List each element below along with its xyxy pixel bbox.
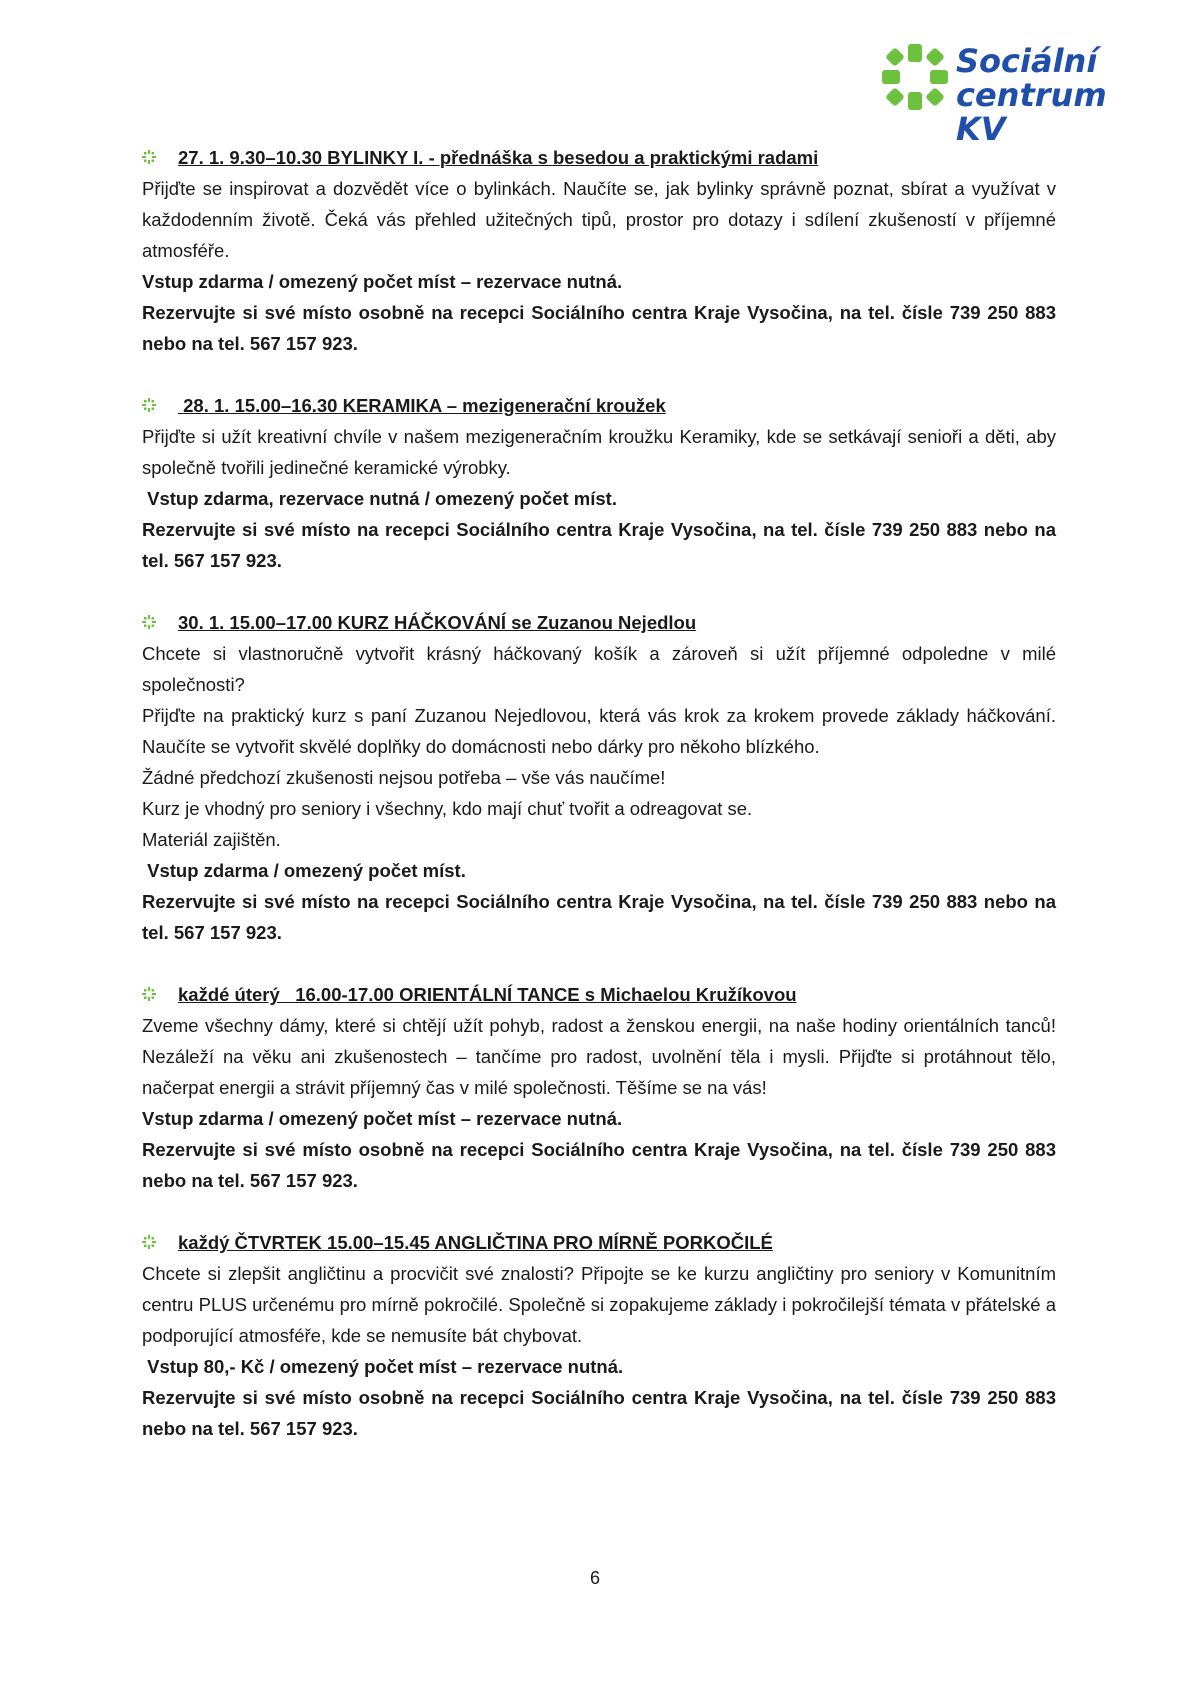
events-list xyxy=(142,142,1062,1475)
logo-text xyxy=(956,44,1160,146)
event-title xyxy=(178,142,1056,173)
event-description: Chcete si zlepšit angličtinu a procvičit své znalosti? Připojte se ke kurzu angličtiny pro seniory v Komunitním centru PLUS určenému pro mírně pokročilé. Společně si zopakujeme základy i pokročilejší témata v přátelské a podporující atmosféře, kde se nemusíte bát chybovat. xyxy=(142,1263,1062,1346)
bullet-icon xyxy=(142,1235,156,1249)
event-entry-info: Vstup zdarma, rezervace nutná / omezený počet míst. xyxy=(142,488,617,509)
event-title-text: každé úterý 16.00-17.00 ORIENTÁLNÍ TANCE s Michaelou Kružíkovou xyxy=(178,984,797,1005)
event-reservation-info: Rezervujte si své místo osobně na recepci Sociálního centra Kraje Vysočina, na tel. čísle 739 250 883 nebo na tel. 567 157 923. xyxy=(142,302,1062,354)
event-title xyxy=(178,1227,1056,1258)
bullet-icon xyxy=(142,150,156,164)
event-section xyxy=(142,607,1062,948)
event-title-text: 28. 1. 15.00–16.30 KERAMIKA – mezigenerační kroužek xyxy=(178,395,666,416)
event-description: Přijďte na praktický kurz s paní Zuzanou Nejedlovou, která vás krok za krokem provede základy háčkování. Naučíte se vytvořit skvělé doplňky do domácnosti nebo dárky pro někoho blízkého. xyxy=(142,705,1062,757)
event-description: Materiál zajištěn. xyxy=(142,829,281,850)
logo xyxy=(880,42,1160,148)
event-entry-info: Vstup 80,- Kč / omezený počet míst – rezervace nutná. xyxy=(142,1356,624,1377)
event-entry-info: Vstup zdarma / omezený počet míst – rezervace nutná. xyxy=(142,1108,623,1129)
bullet-icon xyxy=(142,398,156,412)
event-reservation-info: Rezervujte si své místo osobně na recepci Sociálního centra Kraje Vysočina, na tel. čísle 739 250 883 nebo na tel. 567 157 923. xyxy=(142,1387,1062,1439)
page-number: 6 xyxy=(589,1568,600,1588)
logo-line-2: centrum KV xyxy=(956,76,1107,148)
event-reservation-info: Rezervujte si své místo na recepci Sociálního centra Kraje Vysočina, na tel. čísle 739 250 883 nebo na tel. 567 157 923. xyxy=(142,519,1062,571)
event-title-text: 27. 1. 9.30–10.30 BYLINKY I. - přednáška s besedou a praktickými radami xyxy=(178,147,819,168)
event-description: Zveme všechny dámy, které si chtějí užít pohyb, radost a ženskou energii, na naše hodiny orientálních tanců! Nezáleží na věku ani zkušenostech – tančíme pro radost, uvolnění těla i mysli. Přijďte si protáhnout tělo, načerpat energii a strávit příjemný čas v milé společnosti. Těšíme se na vás! xyxy=(142,1015,1062,1098)
event-description: Kurz je vhodný pro seniory i všechny, kdo mají chuť tvořit a odreagovat se. xyxy=(142,798,753,819)
event-title-text: 30. 1. 15.00–17.00 KURZ HÁČKOVÁNÍ se Zuzanou Nejedlou xyxy=(178,612,697,633)
event-title xyxy=(178,979,1056,1010)
event-description: Chcete si vlastnoručně vytvořit krásný háčkovaný košík a zároveň si užít příjemné odpoledne v milé společnosti? xyxy=(142,643,1062,695)
event-section xyxy=(142,979,1062,1196)
event-description: Žádné předchozí zkušenosti nejsou potřeba – vše vás naučíme! xyxy=(142,767,666,788)
event-section xyxy=(142,390,1062,576)
event-description: Přijďte se inspirovat a dozvědět více o bylinkách. Naučíte se, jak bylinky správně poznat, sbírat a využívat v každodenním životě. Čeká vás přehled užitečných tipů, prostor pro dotazy i sdílení zkušeností v příjemné atmosféře. xyxy=(142,178,1062,261)
event-title-text: každý ČTVRTEK 15.00–15.45 ANGLIČTINA PRO MÍRNĚ PORKOČILÉ xyxy=(178,1232,773,1253)
event-reservation-info: Rezervujte si své místo osobně na recepci Sociálního centra Kraje Vysočina, na tel. čísle 739 250 883 nebo na tel. 567 157 923. xyxy=(142,1139,1062,1191)
event-reservation-info: Rezervujte si své místo na recepci Sociálního centra Kraje Vysočina, na tel. čísle 739 250 883 nebo na tel. 567 157 923. xyxy=(142,891,1062,943)
event-title xyxy=(178,607,1056,638)
bullet-icon xyxy=(142,987,156,1001)
event-entry-info: Vstup zdarma / omezený počet míst – rezervace nutná. xyxy=(142,271,623,292)
event-description: Přijďte si užít kreativní chvíle v našem mezigeneračním kroužku Keramiky, kde se setkávají senioři a děti, aby společně tvořili jedinečné keramické výrobky. xyxy=(142,426,1062,478)
event-entry-info: Vstup zdarma / omezený počet míst. xyxy=(142,860,466,881)
logo-line-1: Sociální xyxy=(956,42,1098,80)
event-section xyxy=(142,142,1062,359)
bullet-icon xyxy=(142,615,156,629)
logo-mark-icon xyxy=(880,42,950,112)
event-section xyxy=(142,1227,1062,1444)
event-title xyxy=(178,390,1056,421)
